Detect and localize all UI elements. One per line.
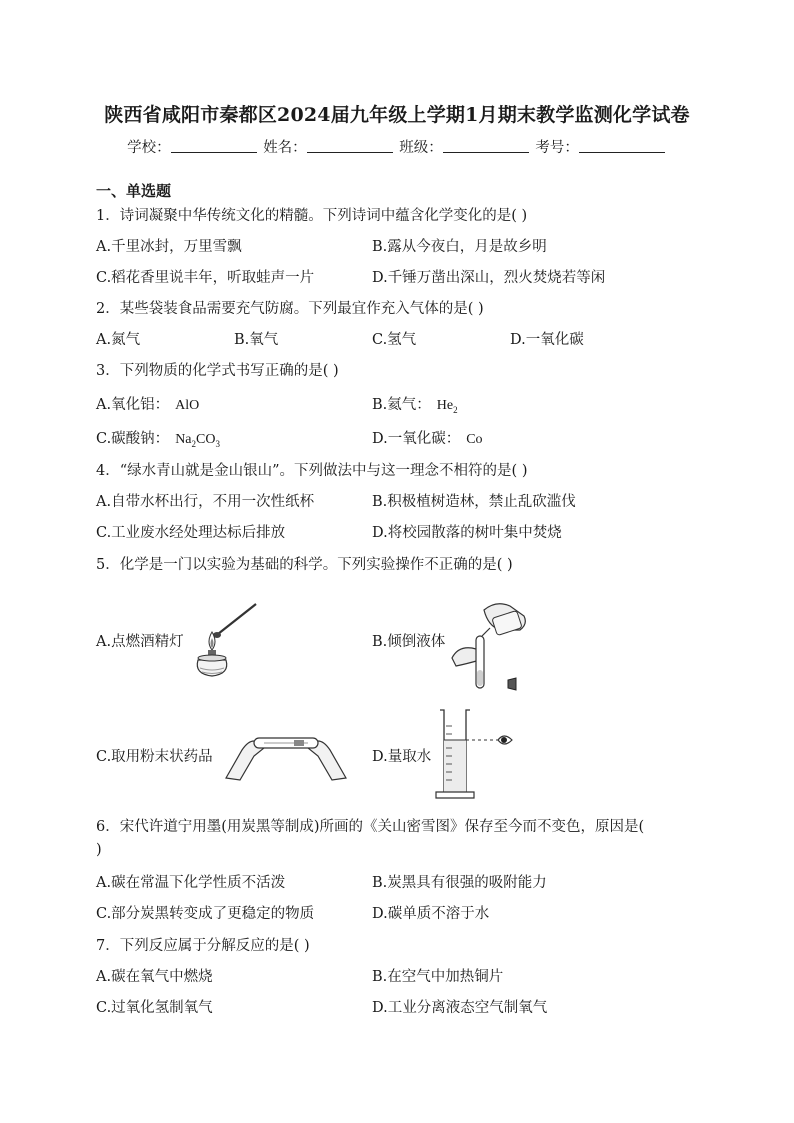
q1-stem: 1．诗词凝聚中华传统文化的精髓。下列诗词中蕴含化学变化的是( ) (96, 208, 528, 224)
q6-stem-line2: ) (96, 842, 102, 858)
school-blank[interactable] (171, 140, 257, 153)
q3-option-c-formula (175, 432, 220, 447)
powder-reagent-figure (224, 720, 348, 784)
student-info-row (0, 136, 794, 157)
q2-option-b: B.氧气 (234, 332, 279, 348)
q7-stem: 7．下列反应属于分解反应的是( ) (96, 938, 310, 954)
q4-option-d: D.将校园散落的树叶集中焚烧 (372, 525, 562, 541)
q3-option-a (96, 393, 199, 414)
q2-option-c: C.氢气 (372, 332, 417, 348)
q5-option-a: A.点燃酒精灯 (96, 634, 184, 650)
q4-option-c: C.工业废水经处理达标后排放 (96, 525, 286, 541)
q5-option-c: C.取用粉末状药品 (96, 749, 213, 765)
q5-stem: 5．化学是一门以实验为基础的科学。下列实验操作不正确的是( ) (96, 557, 513, 573)
graduated-cylinder-figure (434, 706, 518, 802)
q4-option-b: B.积极植树造林，禁止乱砍滥伐 (372, 494, 576, 510)
q3-option-b-formula (437, 398, 458, 413)
pouring-liquid-figure (448, 600, 532, 696)
q3-option-a-label: A.氧化铝： (96, 397, 170, 413)
name-blank[interactable] (307, 140, 393, 153)
q2-option-a: A.氮气 (96, 332, 141, 348)
q3-c-symbol-1: Na (175, 432, 192, 447)
q3-option-b (372, 393, 458, 415)
q6-option-c: C.部分炭黑转变成了更稳定的物质 (96, 906, 315, 922)
q1-option-a: A.千里冰封，万里雪飘 (96, 239, 242, 255)
q3-c-symbol-2: CO (196, 432, 216, 447)
q3-option-d-formula: Co (466, 432, 483, 447)
q5-option-d: D.量取水 (372, 749, 432, 765)
q7-option-b: B.在空气中加热铜片 (372, 969, 504, 985)
q3-stem: 3．下列物质的化学式书写正确的是( ) (96, 363, 339, 379)
q2-option-d: D.一氧化碳 (510, 332, 584, 348)
q3-b-subscript: 2 (453, 404, 458, 415)
q3-option-d-label: D.一氧化碳： (372, 431, 461, 447)
q3-option-d (372, 427, 483, 448)
section-heading: 一、单选题 (96, 182, 172, 200)
q2-stem: 2．某些袋装食品需要充气防腐。下列最宜作充入气体的是( ) (96, 301, 484, 317)
class-blank[interactable] (443, 140, 529, 153)
q1-option-c: C.稻花香里说丰年，听取蛙声一片 (96, 270, 315, 286)
q3-c-subscript-2: 3 (215, 438, 220, 449)
q1-option-d: D.千锤万凿出深山，烈火焚烧若等闲 (372, 270, 606, 286)
q7-option-a: A.碳在氧气中燃烧 (96, 969, 213, 985)
q3-b-symbol: He (436, 398, 454, 413)
school-label: 学校： (127, 140, 171, 156)
q6-option-d: D.碳单质不溶于水 (372, 906, 490, 922)
q3-option-b-label: B.氦气： (372, 397, 431, 413)
q5-option-b: B.倾倒液体 (372, 634, 446, 650)
q7-option-c: C.过氧化氢制氧气 (96, 1000, 213, 1016)
q3-option-a-formula: AlO (175, 398, 200, 413)
class-label: 班级： (399, 140, 443, 156)
q3-option-c (96, 427, 220, 449)
q6-option-b: B.炭黑具有很强的吸附能力 (372, 875, 547, 891)
q1-option-b: B.露从今夜白，月是故乡明 (372, 239, 547, 255)
exam-no-blank[interactable] (579, 140, 665, 153)
exam-no-label: 考号： (535, 140, 579, 156)
name-label: 姓名： (263, 140, 307, 156)
alcohol-lamp-figure (192, 600, 264, 680)
q6-option-a: A.碳在常温下化学性质不活泼 (96, 875, 286, 891)
q7-option-d: D.工业分离液态空气制氧气 (372, 1000, 548, 1016)
q4-stem: 4．“绿水青山就是金山银山”。下列做法中与这一理念不相符的是( ) (96, 463, 528, 479)
q4-option-a: A.自带水杯出行，不用一次性纸杯 (96, 494, 315, 510)
q3-option-c-label: C.碳酸钠： (96, 431, 170, 447)
q6-stem-line1: 6．宋代许道宁用墨(用炭黑等制成)所画的《关山密雪图》保存至今而不变色，原因是( (96, 819, 645, 835)
q3-c-subscript-1: 2 (191, 438, 197, 449)
exam-title: 陕西省咸阳市秦都区2024届九年级上学期1月期末教学监测化学试卷 (104, 104, 690, 126)
